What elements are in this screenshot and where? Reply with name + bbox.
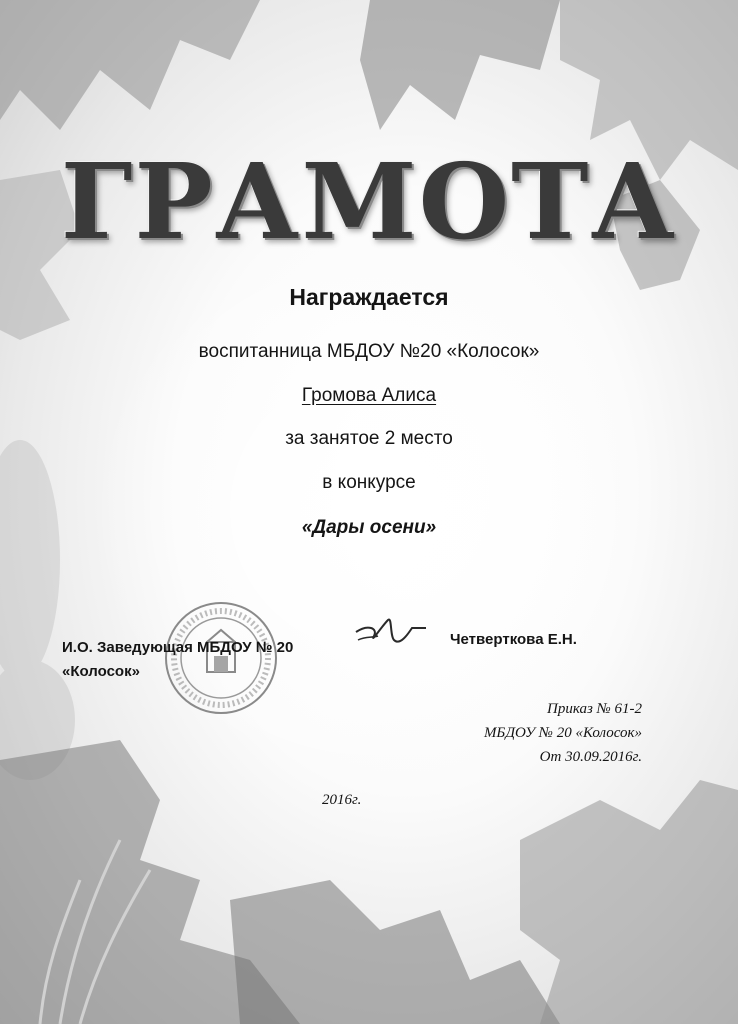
award-reason: за занятое 2 место bbox=[285, 428, 453, 449]
handwritten-signature-icon bbox=[348, 606, 428, 656]
signatory-title bbox=[62, 636, 342, 684]
order-reference bbox=[382, 697, 642, 769]
order-organization: МБДОУ № 20 «Колосок» bbox=[483, 725, 642, 741]
order-date: От 30.09.2016г. bbox=[539, 749, 642, 765]
awarded-heading: Награждается bbox=[289, 284, 449, 310]
recipient-name-line bbox=[0, 385, 738, 407]
certificate-title: ГРАМОТА bbox=[60, 140, 678, 263]
recipient-role: воспитанница МБДОУ №20 «Колосок» bbox=[198, 341, 540, 362]
autumn-leaf-icon bbox=[0, 0, 260, 130]
signatory-title-line2: «Колосок» bbox=[62, 663, 140, 680]
signatory-name: Четверткова Е.Н. bbox=[450, 631, 577, 648]
autumn-leaf-icon bbox=[520, 780, 738, 1024]
issue-year: 2016г. bbox=[322, 792, 362, 808]
order-number: Приказ № 61-2 bbox=[547, 701, 642, 717]
autumn-leaf-icon bbox=[360, 0, 560, 130]
autumn-leaf-icon bbox=[230, 880, 560, 1024]
contest-prefix: в конкурсе bbox=[322, 472, 416, 493]
contest-name: «Дары осени» bbox=[301, 517, 437, 538]
signatory-title-line1: И.О. Заведующая МБДОУ № 20 bbox=[62, 639, 294, 656]
recipient-name: Громова Алиса bbox=[301, 385, 437, 406]
